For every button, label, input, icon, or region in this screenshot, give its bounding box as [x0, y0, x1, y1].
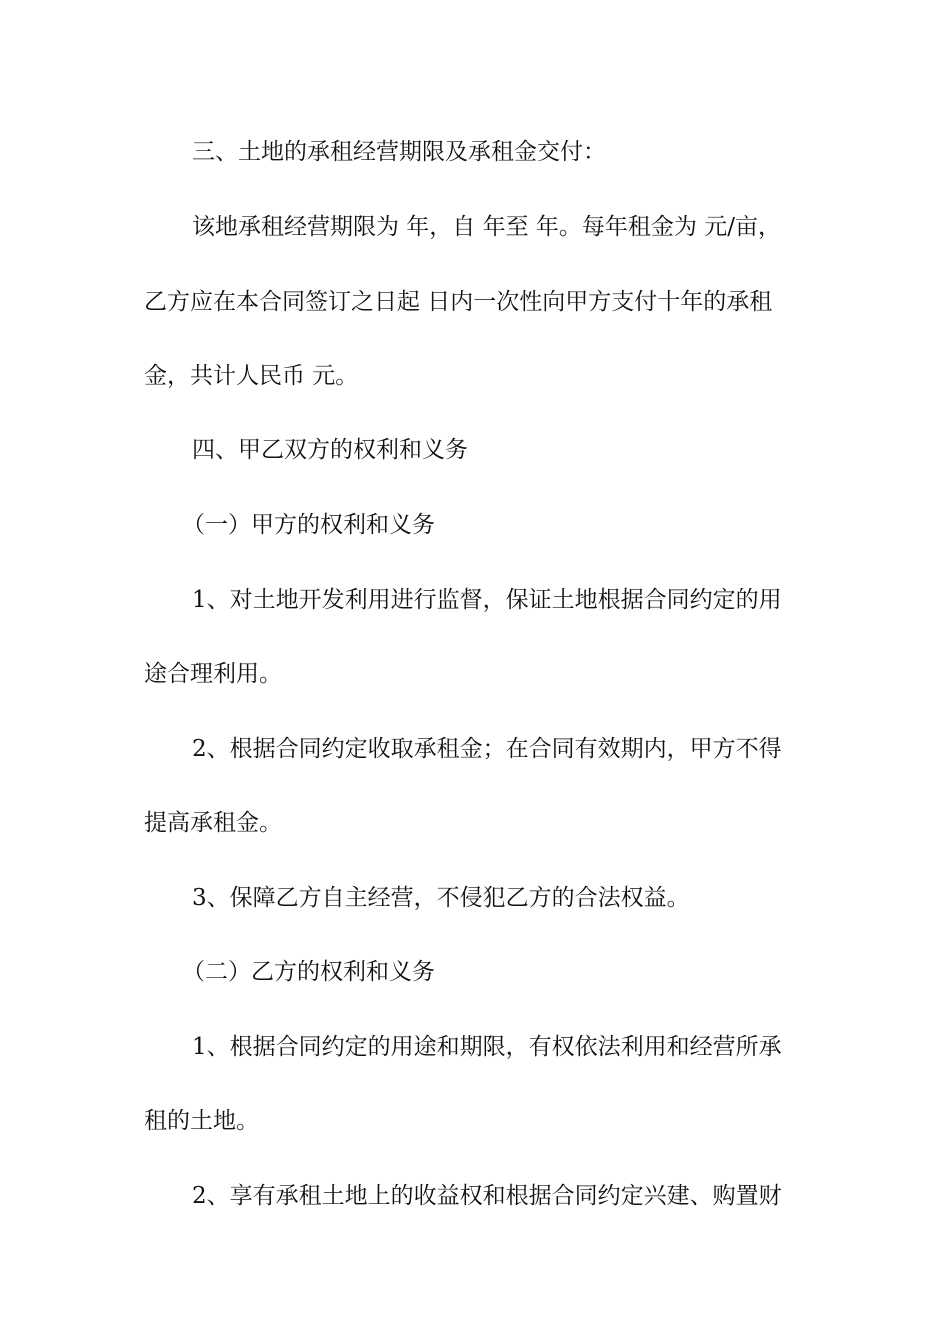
paragraph-line: 2、根据合同约定收取承租金；在合同有效期内，甲方不得: [192, 736, 782, 762]
paragraph-line: 2、享有承租土地上的收益权和根据合同约定兴建、购置财: [192, 1183, 782, 1209]
paragraph-line: 金，共计人民币 元。: [144, 363, 359, 389]
subsection-heading-party-a: （一）甲方的权利和义务: [182, 512, 435, 538]
paragraph-line: 该地承租经营期限为 年，自 年至 年。每年租金为 元/亩，: [192, 214, 781, 240]
subsection-heading-party-b: （二）乙方的权利和义务: [182, 959, 435, 985]
paragraph-line: 途合理利用。: [144, 661, 282, 687]
paragraph-line: 1、根据合同约定的用途和期限，有权依法利用和经营所承: [192, 1034, 782, 1060]
section-heading-lease-term: 三、土地的承租经营期限及承租金交付：: [192, 139, 606, 165]
paragraph-line: 1、对土地开发利用进行监督，保证土地根据合同约定的用: [192, 587, 782, 613]
paragraph-line: 乙方应在本合同签订之日起 日内一次性向甲方支付十年的承租: [144, 289, 773, 315]
section-heading-rights-obligations: 四、甲乙双方的权利和义务: [192, 437, 468, 463]
paragraph-line: 3、保障乙方自主经营，不侵犯乙方的合法权益。: [192, 885, 690, 911]
paragraph-line: 租的土地。: [144, 1108, 259, 1134]
paragraph-line: 提高承租金。: [144, 810, 282, 836]
